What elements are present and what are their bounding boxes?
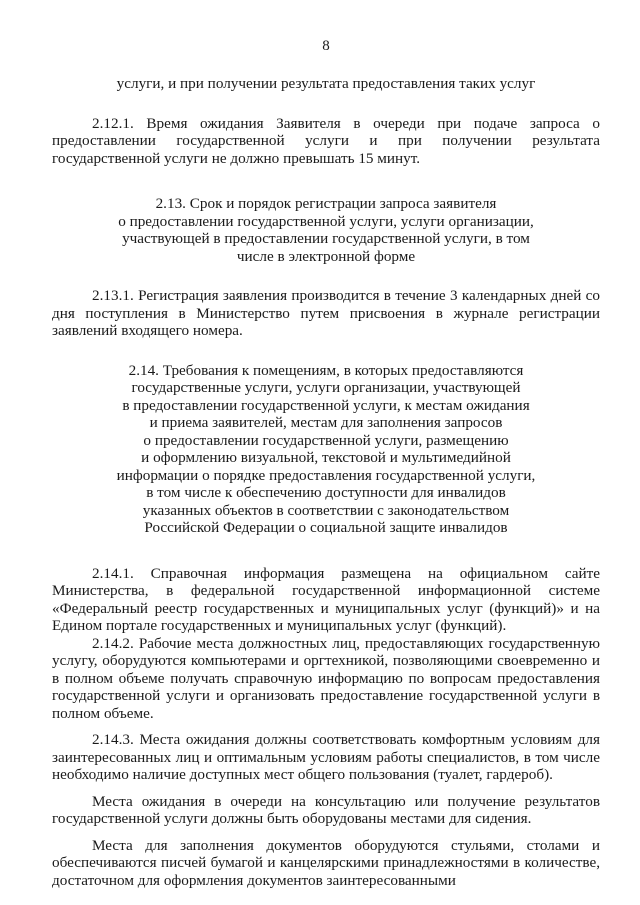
heading-line: и оформлению визуальной, текстовой и мультимедийной — [141, 449, 511, 466]
paragraph-filling-places: Места для заполнения документов оборудуются стульями, столами и обеспечиваются писчей бумагой и канцелярскими принадлежностями в количестве, достаточном для оформления документов заинтересованными — [52, 836, 600, 889]
paragraph-waiting-places: Места ожидания в очереди на консультацию или получение результатов государственной услуги должны быть оборудованы местами для сидения. — [52, 792, 600, 827]
continuation-line: услуги, и при получении результата предоставления таких услуг — [116, 75, 536, 92]
paragraph-2-14-2: 2.14.2. Рабочие места должностных лиц, предоставляющих государственную услугу, оборудуются компьютерами и оргтехникой, позволяющими своевременно и в полном объеме получать справочную информацию по вопросам предоставления государственной услуги и организовать предоставление государственной услуги в полном объеме. — [52, 634, 600, 722]
heading-line: о предоставлении государственной услуги, услуги организации, — [118, 212, 534, 230]
heading-2-14 — [52, 362, 600, 537]
heading-line: Российской Федерации о социальной защите инвалидов — [144, 519, 508, 536]
heading-line: 2.13. Срок и порядок регистрации запроса заявителя — [155, 195, 497, 212]
heading-line: 2.14. Требования к помещениям, в которых предоставляются — [128, 361, 524, 379]
heading-line: в том числе к обеспечению доступности для инвалидов — [146, 484, 506, 501]
paragraph-2-13-1: 2.13.1. Регистрация заявления производится в течение 3 календарных дней со дня поступления в Министерство путем присвоения в журнале регистрации заявлений входящего номера. — [52, 287, 600, 339]
heading-2-13 — [52, 195, 600, 265]
heading-line: указанных объектов в соответствии с законодательством — [142, 501, 510, 519]
paragraph-2-14-3: 2.14.3. Места ожидания должны соответствовать комфортным условиям для заинтересованных лиц и оптимальным условиям работы специалистов, в том числе необходимо наличие доступных мест общего пользования (туалет, гардероб). — [52, 731, 600, 783]
heading-line: участвующей в предоставлении государственной услуги, в том — [122, 230, 530, 247]
heading-line: в предоставлении государственной услуги, к местам ожидания — [122, 396, 530, 414]
heading-line: о предоставлении государственной услуги, размещению — [143, 431, 509, 449]
heading-line: и приема заявителей, местам для заполнения запросов — [149, 414, 503, 431]
paragraph-2-12-1: 2.12.1. Время ожидания Заявителя в очереди при подаче запроса о предоставлении государственной услуги и при получении результата государственной услуги не должно превышать 15 минут. — [52, 114, 600, 167]
heading-line: информации о порядке предоставления государственной услуги, — [116, 466, 536, 484]
paragraph-2-14-1: 2.14.1. Справочная информация размещена на официальном сайте Министерства, в федеральной государственной информационной системе «Федеральный реестр государственных и муниципальных услуг (функций)» и на Едином портале государственных и муниципальных услуг (функций). — [52, 564, 600, 634]
heading-line: государственные услуги, услуги организации, участвующей — [131, 379, 521, 396]
page-number: 8 — [322, 38, 330, 54]
heading-line: числе в электронной форме — [236, 247, 416, 265]
